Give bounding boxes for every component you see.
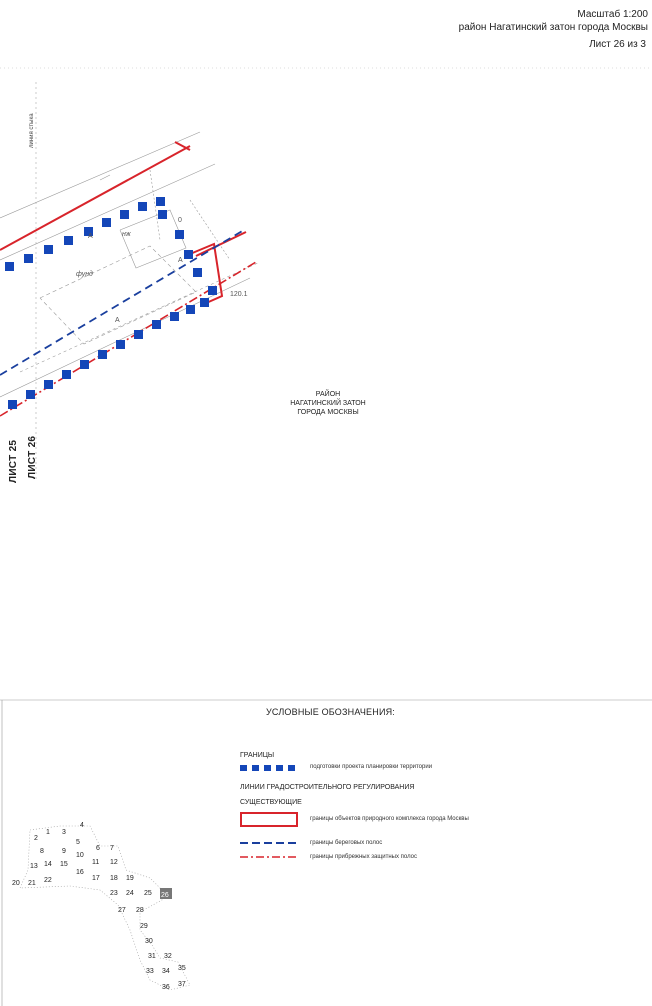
- index-sheet-number: 16: [76, 869, 84, 876]
- index-sheet-number: 4: [80, 822, 84, 829]
- sheet-25-label: ЛИСТ 25: [8, 439, 19, 483]
- index-sheet-number: 34: [162, 968, 170, 975]
- index-sheet-number: 7: [110, 845, 114, 852]
- joint-line-label: линия стыка: [29, 113, 35, 148]
- legend-natural-swatch: [241, 813, 297, 826]
- index-sheet-number: 15: [60, 861, 68, 868]
- index-sheet-number: 17: [92, 875, 100, 882]
- index-sheet-number: 9: [62, 848, 66, 855]
- legend-natural-label: границы объектов природного комплекса города Москвы: [310, 816, 469, 822]
- index-sheet-number: 23: [110, 890, 118, 897]
- index-sheet-number: 30: [145, 938, 153, 945]
- index-sheet-number: 1: [46, 829, 50, 836]
- protection-strip-line: [0, 262, 256, 416]
- natural-complex-boundary: [0, 142, 246, 304]
- legend-shore-label: границы береговых полос: [310, 840, 383, 846]
- map-scale: Масштаб 1:200: [577, 9, 648, 20]
- current-sheet-label: 26: [161, 892, 169, 899]
- legend-symbols: [240, 765, 298, 857]
- legend-planning-label: подготовки проекта планировки территории: [310, 764, 433, 770]
- index-sheet-number: 18: [110, 875, 118, 882]
- index-sheet-number: 28: [136, 907, 144, 914]
- index-sheet-number: 22: [44, 877, 52, 884]
- map-label-foundation: фунд: [76, 271, 93, 278]
- index-sheet-number: 13: [30, 863, 38, 870]
- legend-title: УСЛОВНЫЕ ОБОЗНАЧЕНИЯ:: [266, 707, 396, 717]
- index-sheet-number: 31: [148, 953, 156, 960]
- map-label-a2: А: [115, 317, 120, 324]
- index-sheet-number: 6: [96, 845, 100, 852]
- index-sheet-number: 37: [178, 981, 186, 988]
- index-sheet-number: 12: [110, 859, 118, 866]
- legend-protection-label: границы прибрежных защитных полос: [310, 854, 418, 860]
- legend-planning-swatch: [240, 765, 295, 771]
- index-sheet-number: 11: [92, 859, 100, 866]
- sheet-26-label: ЛИСТ 26: [27, 435, 38, 479]
- map-label-zero: 0: [178, 217, 182, 224]
- region-line-1: РАЙОН: [315, 391, 341, 398]
- index-sheet-number: 35: [178, 965, 186, 972]
- region-line-3: ГОРОДА МОСКВЫ: [297, 409, 359, 416]
- map-label-nzh: нж: [122, 231, 131, 238]
- sheet-index-map: [12, 822, 190, 991]
- index-sheet-number: 5: [76, 839, 80, 846]
- index-sheet-number: 25: [144, 890, 152, 897]
- index-sheet-number: 8: [40, 848, 44, 855]
- index-sheet-number: 29: [140, 923, 148, 930]
- map-label-height: 120.1: [230, 291, 248, 298]
- index-sheet-number: 21: [28, 880, 36, 887]
- index-sheet-number: 27: [118, 907, 126, 914]
- index-sheet-number: 36: [162, 984, 170, 991]
- index-sheet-number: 20: [12, 880, 20, 887]
- index-sheet-number: 14: [44, 861, 52, 868]
- sheet-number: Лист 26 из 3: [589, 39, 646, 50]
- region-line-2: НАГАТИНСКИЙ ЗАТОН: [290, 400, 366, 407]
- legend-regulation-heading: ЛИНИИ ГРАДОСТРОИТЕЛЬНОГО РЕГУЛИРОВАНИЯ: [240, 784, 415, 791]
- map-label-a1: А: [88, 233, 93, 240]
- index-sheet-number: 24: [126, 890, 134, 897]
- index-sheet-number: 10: [76, 852, 84, 859]
- index-sheet-number: 3: [62, 829, 66, 836]
- index-sheet-number: 33: [146, 968, 154, 975]
- region-label: [268, 390, 388, 417]
- map-label-a3: А: [178, 257, 183, 264]
- legend-boundaries-heading: ГРАНИЦЫ: [240, 752, 275, 759]
- index-sheet-number: 2: [34, 835, 38, 842]
- index-sheet-number: 19: [126, 875, 134, 882]
- index-sheet-number: 32: [164, 953, 172, 960]
- district-name: район Нагатинский затон города Москвы: [458, 22, 648, 33]
- legend-existing-heading: СУЩЕСТВУЮЩИЕ: [240, 799, 302, 806]
- base-map: [0, 132, 260, 397]
